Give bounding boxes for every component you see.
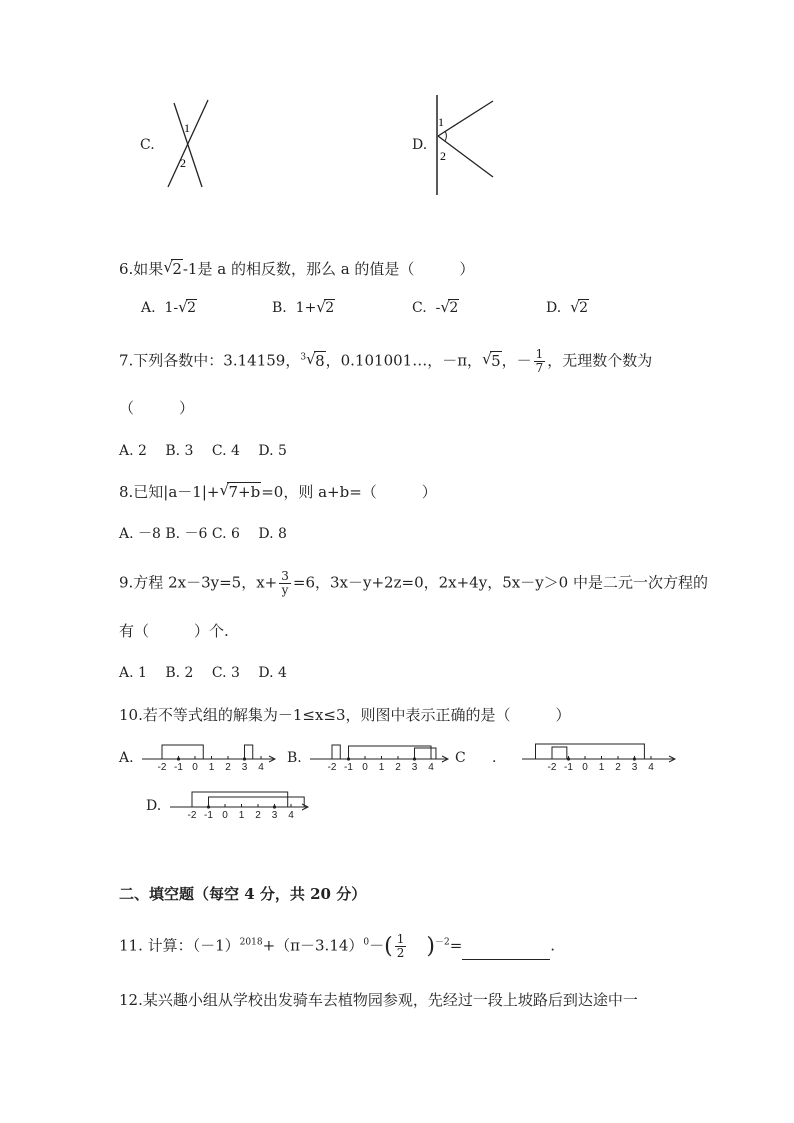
question-7-stem: 7.下列各数中：3.14159，$^3$ √ 8，0.101001…，－π， √ 5，－ $\frac{1}{7}$ ，无理数个数为 [119,347,653,375]
tick-label: 4 [428,762,434,772]
tick-label: 1 [378,762,385,772]
question-12-stem: 12.某兴趣小组从学校出发骑车去植物园参观，先经过一段上坡路后到达途中一 [119,991,638,1009]
tick-label: 0 [362,762,368,772]
tick-label: -2 [547,762,557,772]
tick-label: 3 [411,762,418,772]
tick-label: 3 [241,762,248,772]
option-c-label-q10: C [455,750,466,766]
endpoint-dot [567,757,570,760]
question-10-stem: 10.若不等式组的解集为－1≤x≤3，则图中表示正确的是（ ） [119,706,571,724]
question-9-line2: 有（ ）个. [119,622,229,640]
tick-label: 2 [395,762,401,772]
option-d-label: D. [412,137,428,153]
question-9-stem: 9.方程 2x－3y=5，x+ $\frac{3}{y}$ =6，3x－y+2z=0，2x+4y，5x－y＞0 中是二元一次方程的 [119,569,708,597]
option-c-label: C. [140,137,155,153]
tick-label: 1 [208,762,215,772]
tick-label: 3 [631,762,638,772]
question-6-stem: 6.如果 √ 2-1是 a 的相反数，那么 a 的值是（ ） [119,258,475,278]
option-c-dot: . [492,750,497,766]
tick-label: 2 [225,762,231,772]
solution-bracket [552,747,567,759]
figure-d-angle-2: 2 [440,149,446,163]
tick-label: -2 [327,762,337,772]
tick-label: -1 [174,762,183,772]
figure-d-angles [432,95,497,197]
tick-label: -2 [157,762,167,772]
solution-bracket [245,745,253,759]
tick-label: 2 [615,762,621,772]
question-7-options: A. 2 B. 3 C. 4 D. 5 [119,443,287,459]
question-8-stem: 8.已知|a－1|+ √ 7+b=0，则 a+b=（ ） [119,481,437,501]
question-6-option-d: D. √ 2 [546,298,589,316]
section-2-title: 二、填空题（每空 4 分，共 20 分） [119,885,367,903]
endpoint-dot [347,757,350,760]
endpoint-dot [243,757,246,760]
tick-label: -2 [187,810,197,820]
figure-d-angle-1: 1 [438,115,444,129]
question-11-stem: 11. 计算：$(-1)^{2018}+(\pi-3.14)^0-$( $\frac{1}{2}$ )$^{-2}$= . [119,932,556,960]
question-6-option-c: C. - √ 2 [412,298,459,316]
tick-label: 2 [255,810,261,820]
question-8-options: A. －8 B. －6 C. 6 D. 8 [119,526,287,542]
option-d-label-q10: D. [146,798,162,814]
number-line-d [168,788,313,820]
tick-label: 4 [288,810,294,820]
question-9-options: A. 1 B. 2 C. 3 D. 4 [119,665,287,681]
tick-label: 0 [222,810,228,820]
tick-label: 4 [258,762,264,772]
question-11-answer-blank[interactable] [462,945,550,960]
endpoint-dot [177,757,180,760]
tick-label: -1 [344,762,353,772]
solution-bracket [162,745,203,759]
endpoint-dot [413,757,416,760]
tick-label: -1 [204,810,213,820]
tick-label: 3 [271,810,278,820]
tick-label: 1 [598,762,605,772]
figure-c-intersecting-lines [160,95,220,190]
question-6-option-a: A. 1- √ 2 [141,298,197,316]
solution-bracket [192,792,288,807]
question-7-paren: （ ） [119,399,195,417]
figure-c-angle-2: 2 [180,156,186,170]
tick-label: 0 [192,762,198,772]
endpoint-dot [207,805,210,808]
figure-c-angle-1: 1 [184,121,190,135]
option-b-label: B. [287,750,302,766]
endpoint-dot [633,757,636,760]
number-line-c [520,740,680,772]
tick-label: -1 [564,762,573,772]
number-line-b [308,740,453,772]
tick-label: 1 [238,810,245,820]
solution-bracket [209,797,305,807]
endpoint-dot [273,805,276,808]
number-line-a [140,740,280,772]
solution-bracket [332,745,340,759]
tick-label: 0 [582,762,588,772]
tick-label: 4 [648,762,654,772]
question-6-option-b: B. 1+ √ 2 [272,298,335,316]
solution-bracket [415,748,436,759]
option-a-label: A. [119,750,134,766]
